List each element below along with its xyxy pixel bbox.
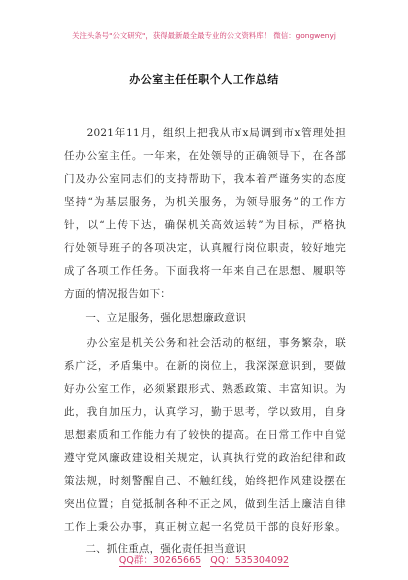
section-heading-2: 二、抓住重点，强化责任担当意识 bbox=[64, 543, 246, 555]
body-line: 成了各项工作任务。下面我将一年来自己在思想、履职等 bbox=[64, 265, 346, 277]
document-title: 办公室主任任职个人工作总结 bbox=[129, 73, 279, 86]
body-line: 方面的情况报告如下： bbox=[64, 288, 171, 300]
section-heading-1: 一、立足服务，强化思想廉政意识 bbox=[64, 312, 246, 324]
header-notice: 关注头条号"公文研究"，获得最新最全最专业的公文资料库！ 微信：gongwenyj bbox=[72, 31, 336, 40]
body-line: 办公室是机关公务和社会活动的枢纽，事务繁杂，联 bbox=[64, 337, 346, 349]
body-line: 此，我自加压力，认真学习，勤于思考，学以致用，自身 bbox=[64, 406, 346, 418]
body-line: 策法规，时刻警醒自己、不触红线，始终把作风建设摆在 bbox=[64, 475, 346, 487]
footer-contact bbox=[0, 552, 408, 566]
body-line: 门及办公室同志们的支持帮助下，我本着严谨务实的态度 bbox=[64, 173, 346, 185]
body-line: 针，以“上传下达，确保机关高效运转”为目标，严格执 bbox=[64, 219, 346, 231]
body-line: 任办公室主任。一年来，在处领导的正确领导下，在各部 bbox=[64, 150, 346, 162]
body-line: 好办公室工作，必须紧跟形式、熟悉政策、丰富知识。为 bbox=[64, 383, 346, 395]
footer-qq-group[interactable]: QQ群：30265665 bbox=[118, 555, 202, 566]
body-line: 遵守党风廉政建设相关规定，认真执行党的政治纪律和政 bbox=[64, 452, 346, 464]
body-line: 工作上秉公办事，真正树立起一名党员干部的良好形象。 bbox=[64, 521, 346, 533]
body-line: 系广泛，矛盾集中。在新的岗位上，我深深意识到，要做 bbox=[64, 360, 346, 372]
body-line: 行处领导班子的各项决定，认真履行岗位职责，较好地完 bbox=[64, 242, 346, 254]
body-line: 2021年11月，组织上把我从市x局调到市x管理处担 bbox=[64, 127, 346, 139]
body-line: 思想素质和工作能力有了较快的提高。在日常工作中自觉 bbox=[64, 429, 346, 441]
footer-qq[interactable]: QQ：535304092 bbox=[210, 555, 290, 566]
body-line: 坚持“为基层服务，为机关服务，为领导服务”的工作方 bbox=[64, 196, 346, 208]
body-line: 突出位置；自觉抵制各种不正之风，做到生活上廉洁自律 bbox=[64, 498, 346, 510]
